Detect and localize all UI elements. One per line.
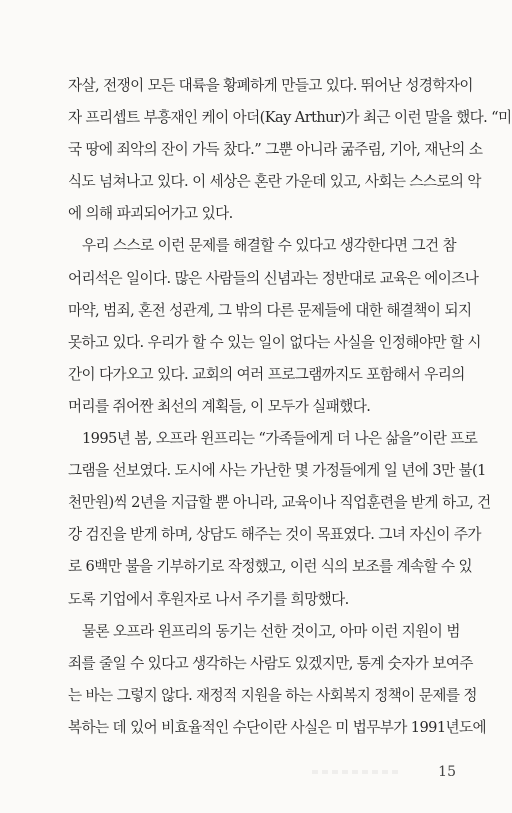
text-line: 머리를 쥐어짠 최선의 계획들, 이 모두가 실패했다. (68, 397, 371, 415)
footer-running-head (312, 770, 402, 774)
text-line: 식도 넘쳐나고 있다. 이 세상은 혼란 가운데 있고, 사회는 스스로의 악 (68, 173, 481, 191)
text-line: 못하고 있다. 우리가 할 수 있는 일이 없다는 사실을 인정해야만 할 시 (68, 333, 481, 351)
text-line: 자살, 전쟁이 모든 대륙을 황폐하게 만들고 있다. 뛰어난 성경학자이 (68, 77, 473, 94)
text-line: 천만원)씩 2년을 지급할 뿐 아니라, 교육이나 직업훈련을 받게 하고, 건 (68, 494, 491, 512)
text-line: 간이 다가오고 있다. 교회의 여러 프로그램까지도 포함해서 우리의 (68, 365, 465, 383)
text-line: 강 검진을 받게 하며, 상담도 해주는 것이 목표였다. 그녀 자신이 주가 (68, 526, 481, 544)
page-number: 15 (438, 764, 456, 780)
text-line: 는 바는 그렇지 않다. 재정적 지원을 하는 사회복지 정책이 문제를 정 (68, 686, 477, 704)
body-text (68, 70, 512, 744)
text-line: 에 의해 파괴되어가고 있다. (68, 205, 233, 223)
text-line: 복하는 데 있어 비효율적인 수단이란 사실은 미 법무부가 1991년도에 (68, 718, 486, 736)
text-line: 죄를 줄일 수 있다고 생각하는 사람도 있겠지만, 통계 숫자가 보여주 (68, 654, 473, 672)
paragraph-start-line: 1995년 봄, 오프라 윈프리는 “가족들에게 더 나은 삶을”이란 프로 (82, 430, 478, 448)
paragraph-start-line: 물론 오프라 윈프리의 동기는 선한 것이고, 아마 이런 지원이 범 (82, 622, 460, 640)
paragraph-start-line: 우리 스스로 이런 문제를 해결할 수 있다고 생각한다면 그건 참 (82, 237, 456, 255)
text-line: 마약, 범죄, 혼전 성관계, 그 밖의 다른 문제들에 대한 해결책이 되지 (68, 301, 472, 319)
text-line: 어리석은 일이다. 많은 사람들의 신념과는 정반대로 교육은 에이즈나 (68, 269, 479, 287)
text-line: 그램을 선보였다. 도시에 사는 가난한 몇 가정들에게 일 년에 3만 불(1 (68, 462, 486, 480)
text-line: 로 6백만 불을 기부하기로 작정했고, 이런 식의 보조를 계속할 수 있 (68, 558, 473, 576)
text-line: 국 땅에 죄악의 잔이 가득 찼다.” 그뿐 아니라 굶주림, 기아, 재난의 소 (68, 141, 483, 159)
text-line: 자 프리셉트 부흥재인 케이 아더(Kay Arthur)가 최근 이런 말을 했다. “미 (68, 109, 512, 127)
text-line: 도록 기업에서 후원자로 나서 주기를 희망했다. (68, 590, 349, 608)
